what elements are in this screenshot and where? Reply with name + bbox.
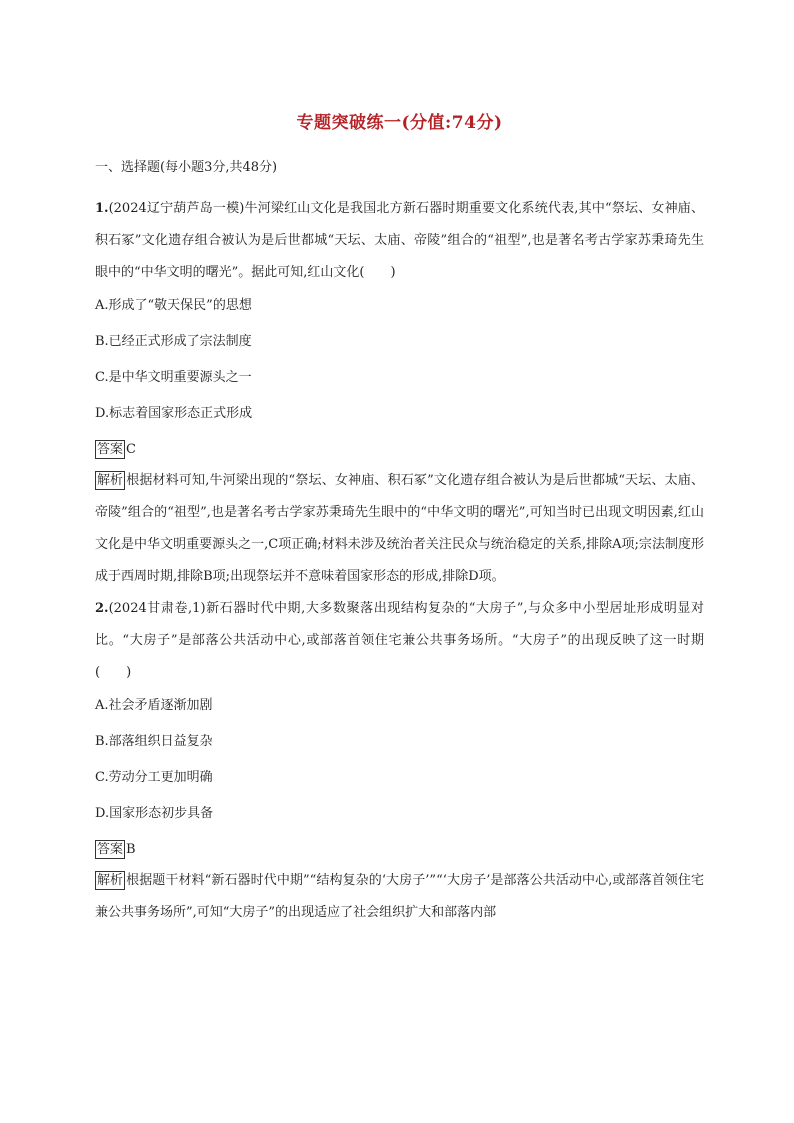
option-a: A.社会矛盾逐渐加剧 (95, 698, 213, 713)
question-stem (95, 593, 718, 689)
answer-value: B (126, 842, 136, 857)
answer-tag: 答案 (97, 442, 124, 457)
analysis-text: 根据材料可知,牛河梁出现的“祭坛、女神庙、积石冢”文化遗存组合被认为是后世都城“天坛、太庙、帝陵”组合的“祖型”,也是著名考古学家苏秉琦先生眼中的“中华文明的曙光”,可知当时已出现文明因素,红山文化是中华文明重要源头之一,C项正确;材料未涉及统治者关注民众与统治稳定的关系,排除A项;宗法制度形成于西周时期,排除B项;出现祭坛并不意味着国家形态的形成,排除D项。 (95, 473, 704, 584)
option-a: A.形成了“敬天保民”的思想 (95, 298, 252, 313)
analysis-tag: 解析 (97, 873, 124, 888)
question-number: 2. (95, 601, 109, 616)
section-heading: 一、选择题(每小题3分,共48分) (95, 160, 278, 175)
analysis-text: 根据题干材料“新石器时代中期”“结构复杂的‘大房子’”“‘大房子’是部落公共活动中心,或部落首领住宅兼公共事务场所”,可知“大房子”的出现适应了社会组织扩大和部落内部 (95, 873, 704, 920)
answer-line (95, 439, 704, 461)
answer-line (95, 839, 704, 861)
option-d: D.国家形态初步具备 (95, 806, 214, 821)
question-2 (95, 593, 718, 929)
option-b: B.已经正式形成了宗法制度 (95, 334, 252, 349)
page-title: 专题突破练一(分值:74分) (296, 113, 503, 133)
question-number: 1. (95, 201, 109, 216)
option-b: B.部落组织日益复杂 (95, 734, 213, 749)
question-text: (2024甘肃卷,1)新石器时代中期,大多数聚落出现结构复杂的“大房子”,与众多中小型居址形成明显对比。“大房子”是部落公共活动中心,或部落首领住宅兼公共事务场所。“大房子”的出现反映了这一时期 ( ) (95, 601, 718, 680)
question-stem (95, 193, 704, 289)
option-c: C.劳动分工更加明确 (95, 770, 213, 785)
question-1 (95, 193, 704, 593)
analysis-tag: 解析 (97, 473, 124, 488)
option-c: C.是中华文明重要源头之一 (95, 370, 252, 385)
option-d: D.标志着国家形态正式形成 (95, 406, 253, 421)
answer-tag: 答案 (97, 842, 124, 857)
analysis-paragraph (95, 465, 704, 593)
question-text: (2024辽宁葫芦岛一模)牛河梁红山文化是我国北方新石器时期重要文化系统代表,其中“祭坛、女神庙、积石冢”文化遗存组合被认为是后世都城“天坛、太庙、帝陵”组合的“祖型”,也是著名考古学家苏秉琦先生眼中的“中华文明的曙光”。据此可知,红山文化( ) (95, 201, 704, 280)
answer-value: C (126, 442, 136, 457)
analysis-paragraph (95, 865, 704, 929)
